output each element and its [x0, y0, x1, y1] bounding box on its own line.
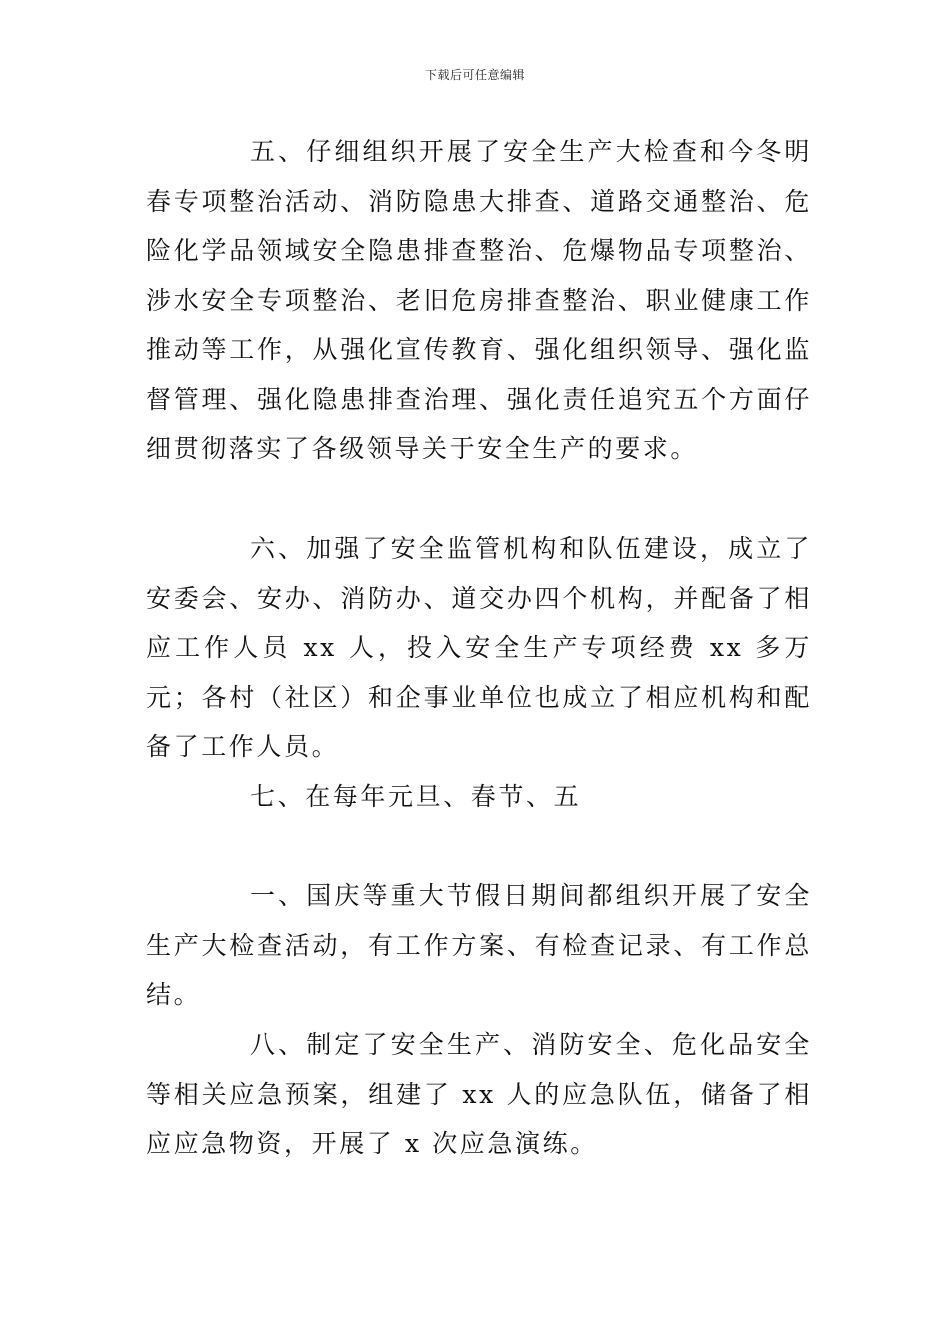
- paragraph-7: 七、在每年元旦、春节、五: [250, 782, 582, 811]
- paragraph-6: 六、加强了安全监管机构和队伍建设，成立了安委会、安办、消防办、道交办四个机构，并配备了相应工作人员 xx 人，投入安全生产专项经费 xx 多万元；各村（社区）和企事业单位也成立了相应机构和配备了工作人员。: [146, 534, 812, 761]
- paragraph-1: 一、国庆等重大节假日期间都组织开展了安全生产大检查活动，有工作方案、有检查记录、有工作总结。: [146, 881, 812, 1009]
- paragraph-5: 五、仔细组织开展了安全生产大检查和今冬明春专项整治活动、消防隐患大排查、道路交通整治、危险化学品领域安全隐患排查整治、危爆物品专项整治、涉水安全专项整治、老旧危房排查整治、职业健康工作推动等工作，从强化宣传教育、强化组织领导、强化监督管理、强化隐患排查治理、强化责任追究五个方面仔细贯彻落实了各级领导关于安全生产的要求。: [146, 137, 812, 463]
- paragraph-8: 八、制定了安全生产、消防安全、危化品安全等相关应急预案，组建了 xx 人的应急队伍，储备了相应应急物资，开展了 x 次应急演练。: [146, 1030, 812, 1158]
- page-header: 下载后可任意编辑: [424, 68, 525, 82]
